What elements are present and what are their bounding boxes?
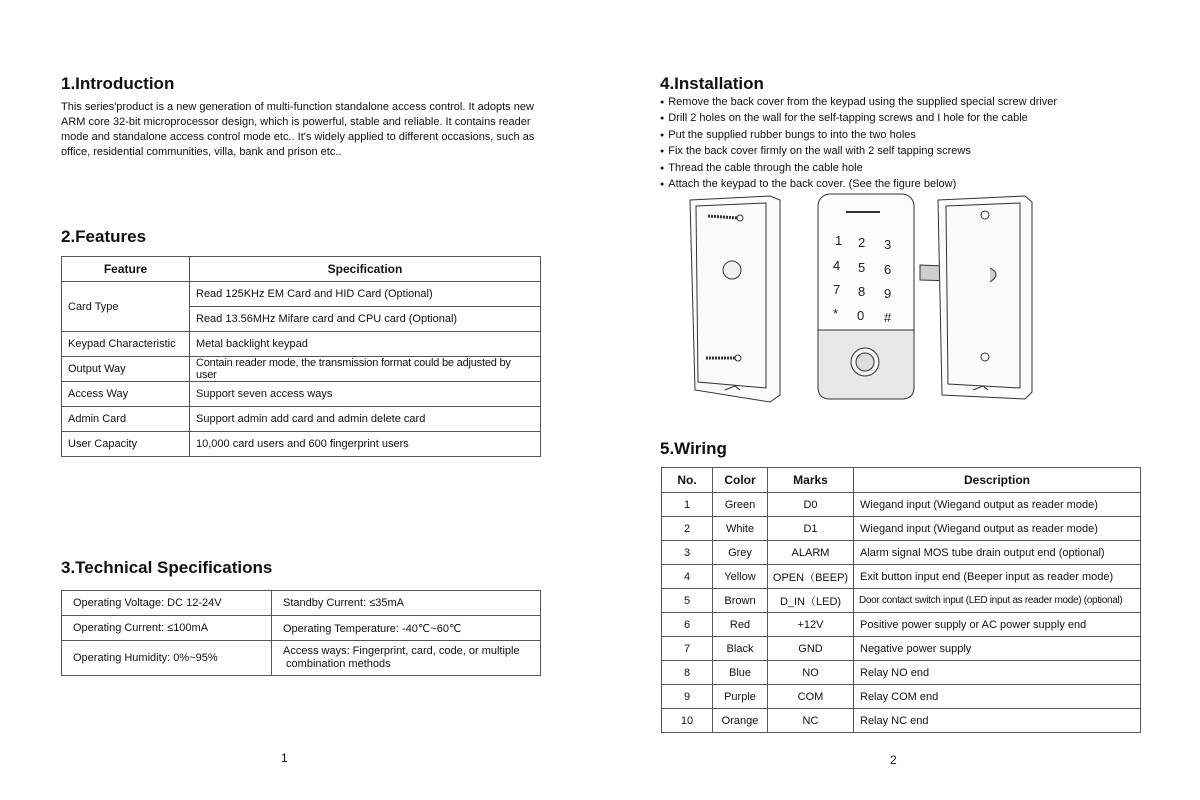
installation-steps xyxy=(660,95,1057,193)
table-row xyxy=(62,641,541,676)
wire-marks: NC xyxy=(768,709,854,733)
list-item: ● Fix the back cover firmly on the wall with 2 self tapping screws xyxy=(660,144,1057,160)
spec-cell: Operating Temperature: -40℃~60℃ xyxy=(272,616,541,641)
intro-line: This series'product is a new generation of multi-function standalone access control. It adopts new xyxy=(61,101,534,113)
wire-description: Relay NC end xyxy=(854,709,1141,733)
feature-cell: Output Way xyxy=(62,357,190,382)
key-label: 7 xyxy=(833,282,841,297)
wire-description: Positive power supply or AC power supply end xyxy=(854,613,1141,637)
spec-cell: Metal backlight keypad xyxy=(190,332,541,357)
introduction-heading: 1.Introduction xyxy=(61,74,175,93)
wire-no: 1 xyxy=(662,493,713,517)
wire-no: 10 xyxy=(662,709,713,733)
list-item: ● Thread the cable through the cable hole xyxy=(660,161,1057,177)
header-specification: Specification xyxy=(190,257,541,282)
wire-description: Relay NO end xyxy=(854,661,1141,685)
wire-marks: ALARM xyxy=(768,541,854,565)
spec-cell: Standby Current: ≤35mA xyxy=(272,591,541,616)
intro-line: mode and standalone access control mode etc.. It's widely applied to different occasions, such as xyxy=(61,131,535,143)
wire-description: Exit button input end (Beeper input as reader mode) xyxy=(854,565,1141,589)
feature-cell: Access Way xyxy=(62,382,190,407)
back-cover-rear-illustration xyxy=(938,196,1032,399)
table-row xyxy=(662,661,1141,685)
wiring-heading: 5.Wiring xyxy=(660,439,727,458)
list-item: ● Put the supplied rubber bungs to into the two holes xyxy=(660,128,1057,144)
table-row xyxy=(662,589,1141,613)
spec-cell: Read 13.56MHz Mifare card and CPU card (Optional) xyxy=(190,307,541,332)
table-row xyxy=(662,493,1141,517)
table-row xyxy=(62,432,541,457)
table-row xyxy=(62,616,541,641)
header-color: Color xyxy=(713,468,768,493)
page-number: 2 xyxy=(890,753,897,767)
wire-color: Red xyxy=(713,613,768,637)
installation-figure xyxy=(680,190,1040,405)
wiring-table xyxy=(661,467,1141,733)
page-number: 1 xyxy=(281,751,288,765)
header-no: No. xyxy=(662,468,713,493)
feature-cell: Card Type xyxy=(62,282,190,332)
table-row xyxy=(662,709,1141,733)
technical-specs-table xyxy=(61,590,541,676)
spec-line: combination methods xyxy=(283,658,391,670)
wire-marks: COM xyxy=(768,685,854,709)
key-label: 0 xyxy=(857,308,865,323)
wire-marks: +12V xyxy=(768,613,854,637)
wire-no: 8 xyxy=(662,661,713,685)
key-label: 9 xyxy=(884,286,892,301)
list-item: ● Remove the back cover from the keypad using the supplied special screw driver xyxy=(660,95,1057,111)
table-row xyxy=(662,517,1141,541)
wire-color: Orange xyxy=(713,709,768,733)
header-marks: Marks xyxy=(768,468,854,493)
feature-cell: Admin Card xyxy=(62,407,190,432)
spec-cell: Operating Voltage: DC 12-24V xyxy=(62,591,272,616)
spec-cell: Support admin add card and admin delete card xyxy=(190,407,541,432)
wire-no: 4 xyxy=(662,565,713,589)
header-description: Description xyxy=(854,468,1141,493)
key-label: 1 xyxy=(835,233,843,248)
wire-marks: NO xyxy=(768,661,854,685)
key-label: 2 xyxy=(858,235,866,250)
table-row xyxy=(62,332,541,357)
wire-color: Black xyxy=(713,637,768,661)
wire-no: 2 xyxy=(662,517,713,541)
spec-cell: Operating Humidity: 0%~95% xyxy=(62,641,272,676)
wire-color: Grey xyxy=(713,541,768,565)
features-table xyxy=(61,256,541,457)
table-header-row xyxy=(662,468,1141,493)
spec-line: Access ways: Fingerprint, card, code, or multiple xyxy=(283,645,520,657)
back-cover-illustration xyxy=(690,196,780,402)
spec-cell: 10,000 card users and 600 fingerprint users xyxy=(190,432,541,457)
wire-color: White xyxy=(713,517,768,541)
wire-description: Wiegand input (Wiegand output as reader mode) xyxy=(854,517,1141,541)
wire-description: Relay COM end xyxy=(854,685,1141,709)
intro-line: ARM core 32-bit microprocessor design, which is powerful, stable and reliable. It contains reader xyxy=(61,116,531,128)
feature-cell: Keypad Characteristic xyxy=(62,332,190,357)
wire-marks: D0 xyxy=(768,493,854,517)
key-label: 3 xyxy=(884,237,892,252)
intro-line: office, residential communities, villa, bank and prison etc.. xyxy=(61,146,342,158)
wire-marks: D1 xyxy=(768,517,854,541)
wire-no: 7 xyxy=(662,637,713,661)
wire-description: Negative power supply xyxy=(854,637,1141,661)
wire-color: Yellow xyxy=(713,565,768,589)
wire-color: Purple xyxy=(713,685,768,709)
wire-marks: OPEN（BEEP) xyxy=(768,565,854,589)
introduction-paragraph xyxy=(61,100,551,160)
wire-description: Alarm signal MOS tube drain output end (optional) xyxy=(854,541,1141,565)
table-row xyxy=(62,282,541,307)
key-label: 8 xyxy=(858,284,866,299)
table-row xyxy=(662,565,1141,589)
technical-specs-heading: 3.Technical Specifications xyxy=(61,558,273,577)
table-row xyxy=(62,357,541,382)
wire-description: Wiegand input (Wiegand output as reader mode) xyxy=(854,493,1141,517)
table-row xyxy=(662,685,1141,709)
wire-color: Brown xyxy=(713,589,768,613)
key-label: 6 xyxy=(884,262,892,277)
spec-cell: Contain reader mode, the transmission format could be adjusted by user xyxy=(190,357,541,382)
table-row xyxy=(62,591,541,616)
table-row xyxy=(62,382,541,407)
wire-description: Door contact switch input (LED input as reader mode) (optional) xyxy=(854,589,1141,613)
wire-marks: D_IN（LED) xyxy=(768,589,854,613)
wire-no: 3 xyxy=(662,541,713,565)
wire-no: 5 xyxy=(662,589,713,613)
spec-cell: Support seven access ways xyxy=(190,382,541,407)
table-row xyxy=(62,407,541,432)
wire-marks: GND xyxy=(768,637,854,661)
table-header-row xyxy=(62,257,541,282)
key-label: # xyxy=(884,310,892,325)
feature-cell: User Capacity xyxy=(62,432,190,457)
wire-no: 9 xyxy=(662,685,713,709)
features-heading: 2.Features xyxy=(61,227,147,246)
spec-cell xyxy=(272,641,541,676)
table-row xyxy=(662,613,1141,637)
wire-color: Blue xyxy=(713,661,768,685)
spec-cell: Operating Current: ≤100mA xyxy=(62,616,272,641)
wire-no: 6 xyxy=(662,613,713,637)
key-label: 4 xyxy=(833,258,841,273)
wire-color: Green xyxy=(713,493,768,517)
table-row xyxy=(662,541,1141,565)
installation-heading: 4.Installation xyxy=(660,74,764,93)
key-label: * xyxy=(833,306,839,321)
list-item: ● Drill 2 holes on the wall for the self-tapping screws and I hole for the cable xyxy=(660,111,1057,127)
spec-cell: Read 125KHz EM Card and HID Card (Optional) xyxy=(190,282,541,307)
header-feature: Feature xyxy=(62,257,190,282)
list-item: ● Attach the keypad to the back cover. (See the figure below) xyxy=(660,177,1057,193)
key-label: 5 xyxy=(858,260,866,275)
table-row xyxy=(662,637,1141,661)
